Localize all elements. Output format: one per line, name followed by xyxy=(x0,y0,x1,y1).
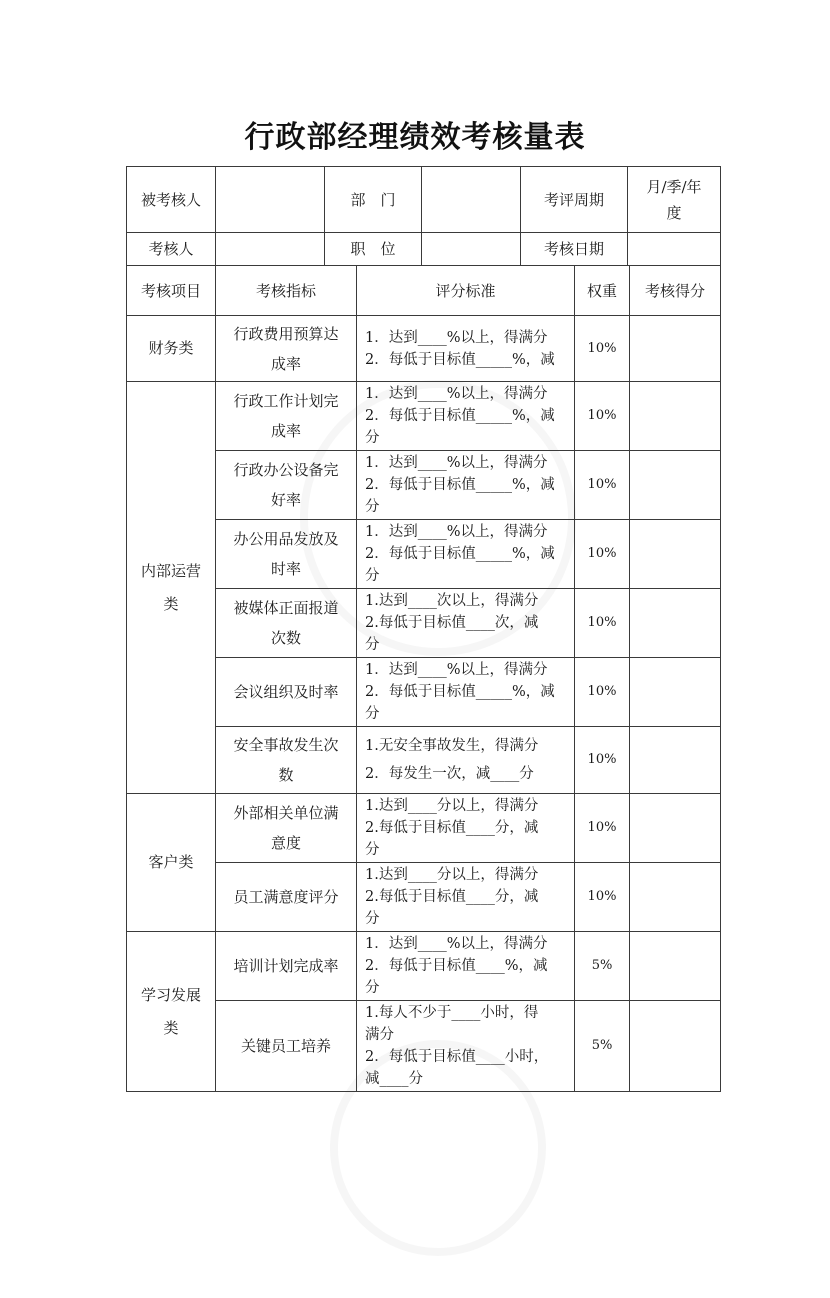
criteria-line: 1．达到____%以上，得满分 xyxy=(365,662,548,678)
assessor-label: 考核人 xyxy=(127,233,216,266)
indicator-cell xyxy=(216,316,357,382)
weight-cell: 10% xyxy=(575,727,630,794)
weight-cell: 10% xyxy=(575,316,630,382)
column-header: 考核项目 xyxy=(127,266,216,316)
indicator-line: 会议组织及时率 xyxy=(233,683,339,701)
indicator-line: 被媒体正面报道 xyxy=(233,599,339,617)
criteria-line: 分 xyxy=(365,430,380,446)
category-learning xyxy=(127,932,216,1092)
criteria-line: 1.达到____分以上，得满分 xyxy=(365,798,539,814)
category-line: 类 xyxy=(163,594,179,613)
indicator-cell xyxy=(216,658,357,727)
criteria-cell xyxy=(357,382,575,451)
date-label: 考核日期 xyxy=(521,233,628,266)
category-finance: 财务类 xyxy=(127,316,216,382)
criteria-cell xyxy=(357,658,575,727)
indicator-cell xyxy=(216,932,357,1001)
page-title: 行政部经理绩效考核量表 xyxy=(244,120,586,155)
indicator-line: 数 xyxy=(278,766,294,784)
period-field xyxy=(628,167,721,233)
criteria-line: 分 xyxy=(365,499,380,515)
criteria-line: 1．达到____%以上，得满分 xyxy=(365,524,548,540)
criteria-line: 分 xyxy=(365,637,380,653)
indicator-line: 次数 xyxy=(270,629,301,647)
criteria-line: 2．每发生一次，减____分 xyxy=(365,766,534,782)
assessee-label: 被考核人 xyxy=(127,167,216,233)
criteria-line: 2．每低于目标值____%，减 xyxy=(365,958,548,974)
column-header: 评分标准 xyxy=(357,266,575,316)
indicator-cell xyxy=(216,520,357,589)
table-row xyxy=(127,520,721,589)
weight-cell: 10% xyxy=(575,451,630,520)
table-row xyxy=(127,451,721,520)
criteria-line: 1.达到____次以上，得满分 xyxy=(365,593,539,609)
indicator-cell xyxy=(216,863,357,932)
score-cell[interactable] xyxy=(630,794,721,863)
criteria-cell xyxy=(357,520,575,589)
indicator-line: 意度 xyxy=(270,834,301,852)
indicator-line: 行政办公设备完 xyxy=(233,461,339,479)
weight-cell: 10% xyxy=(575,658,630,727)
score-cell[interactable] xyxy=(630,1001,721,1092)
criteria-cell xyxy=(357,932,575,1001)
period-value-line2: 度 xyxy=(666,203,682,222)
criteria-line: 分 xyxy=(365,911,380,927)
criteria-cell xyxy=(357,316,575,382)
table-row xyxy=(127,589,721,658)
indicator-cell xyxy=(216,727,357,794)
criteria-line: 1.无安全事故发生，得满分 xyxy=(365,738,539,754)
criteria-cell xyxy=(357,1001,575,1092)
table-row xyxy=(127,658,721,727)
indicator-line: 成率 xyxy=(270,422,301,440)
indicator-cell xyxy=(216,794,357,863)
indicator-line: 行政费用预算达 xyxy=(233,324,339,343)
table-row xyxy=(127,382,721,451)
criteria-line: 2.每低于目标值____分，减 xyxy=(365,889,539,905)
criteria-line: 1.每人不少于____小时，得 xyxy=(365,1005,539,1021)
table-header-row xyxy=(127,266,721,316)
indicator-line: 办公用品发放及 xyxy=(233,530,339,548)
criteria-line: 1．达到____%以上，得满分 xyxy=(365,455,548,471)
criteria-line: 满分 xyxy=(365,1027,394,1043)
weight-cell: 10% xyxy=(575,794,630,863)
indicator-line: 关键员工培养 xyxy=(240,1037,331,1055)
assessee-field[interactable] xyxy=(216,167,325,233)
indicator-line: 员工满意度评分 xyxy=(233,888,339,906)
period-label: 考评周期 xyxy=(521,167,628,233)
position-label: 职 位 xyxy=(325,233,422,266)
score-cell[interactable] xyxy=(630,727,721,794)
indicator-cell xyxy=(216,589,357,658)
score-cell[interactable] xyxy=(630,520,721,589)
score-cell[interactable] xyxy=(630,932,721,1001)
table-row xyxy=(127,932,721,1001)
weight-cell: 5% xyxy=(575,932,630,1001)
criteria-line: 2．每低于目标值_____%，减 xyxy=(365,351,555,368)
department-label: 部 门 xyxy=(325,167,422,233)
weight-cell: 10% xyxy=(575,382,630,451)
column-header: 考核得分 xyxy=(630,266,721,316)
position-field[interactable] xyxy=(422,233,521,266)
criteria-line: 1．达到____%以上，得满分 xyxy=(365,329,548,346)
category-line: 内部运营 xyxy=(140,561,201,580)
criteria-line: 2．每低于目标值_____%，减 xyxy=(365,408,555,424)
indicator-line: 行政工作计划完 xyxy=(233,392,339,410)
criteria-line: 减____分 xyxy=(365,1071,423,1087)
indicator-line: 好率 xyxy=(270,491,301,509)
header-table xyxy=(126,166,721,266)
department-field[interactable] xyxy=(422,167,521,233)
category-operations xyxy=(127,382,216,794)
indicator-line: 外部相关单位满 xyxy=(233,804,339,822)
score-cell[interactable] xyxy=(630,589,721,658)
column-header: 考核指标 xyxy=(216,266,357,316)
indicator-cell xyxy=(216,382,357,451)
category-line: 学习发展 xyxy=(140,985,201,1004)
weight-cell: 10% xyxy=(575,863,630,932)
score-cell[interactable] xyxy=(630,451,721,520)
table-row xyxy=(127,1001,721,1092)
criteria-line: 分 xyxy=(365,706,380,722)
indicator-line: 成率 xyxy=(270,354,301,373)
score-cell[interactable] xyxy=(630,658,721,727)
score-cell[interactable] xyxy=(630,382,721,451)
criteria-line: 2．每低于目标值_____%，减 xyxy=(365,477,555,493)
criteria-line: 1．达到____%以上，得满分 xyxy=(365,936,548,952)
criteria-line: 2．每低于目标值_____%，减 xyxy=(365,546,555,562)
weight-cell: 10% xyxy=(575,589,630,658)
criteria-line: 1.达到____分以上，得满分 xyxy=(365,867,539,883)
criteria-line: 2.每低于目标值____次，减 xyxy=(365,615,539,631)
indicator-line: 安全事故发生次 xyxy=(233,736,339,754)
criteria-line: 分 xyxy=(365,568,380,584)
criteria-line: 1．达到____%以上，得满分 xyxy=(365,386,548,402)
criteria-line: 2．每低于目标值_____%，减 xyxy=(365,684,555,700)
table-row xyxy=(127,863,721,932)
table-row xyxy=(127,794,721,863)
score-cell[interactable] xyxy=(630,863,721,932)
indicator-line: 培训计划完成率 xyxy=(233,957,339,975)
criteria-line: 分 xyxy=(365,980,380,996)
criteria-cell xyxy=(357,451,575,520)
period-value-line1: 月/季/年 xyxy=(646,177,702,196)
weight-cell: 5% xyxy=(575,1001,630,1092)
assessment-table xyxy=(126,265,721,1092)
table-row xyxy=(127,727,721,794)
score-cell[interactable] xyxy=(630,316,721,382)
criteria-line: 分 xyxy=(365,842,380,858)
date-field[interactable] xyxy=(628,233,721,266)
criteria-cell xyxy=(357,589,575,658)
criteria-cell xyxy=(357,727,575,794)
indicator-cell xyxy=(216,451,357,520)
category-customer: 客户类 xyxy=(127,794,216,932)
criteria-cell xyxy=(357,863,575,932)
assessor-field[interactable] xyxy=(216,233,325,266)
weight-cell: 10% xyxy=(575,520,630,589)
indicator-line: 时率 xyxy=(270,560,301,578)
indicator-cell xyxy=(216,1001,357,1092)
criteria-line: 2．每低于目标值____小时， xyxy=(365,1049,549,1065)
criteria-cell xyxy=(357,794,575,863)
category-line: 类 xyxy=(163,1018,179,1037)
column-header: 权重 xyxy=(575,266,630,316)
table-row xyxy=(127,316,721,382)
criteria-line: 2.每低于目标值____分，减 xyxy=(365,820,539,836)
